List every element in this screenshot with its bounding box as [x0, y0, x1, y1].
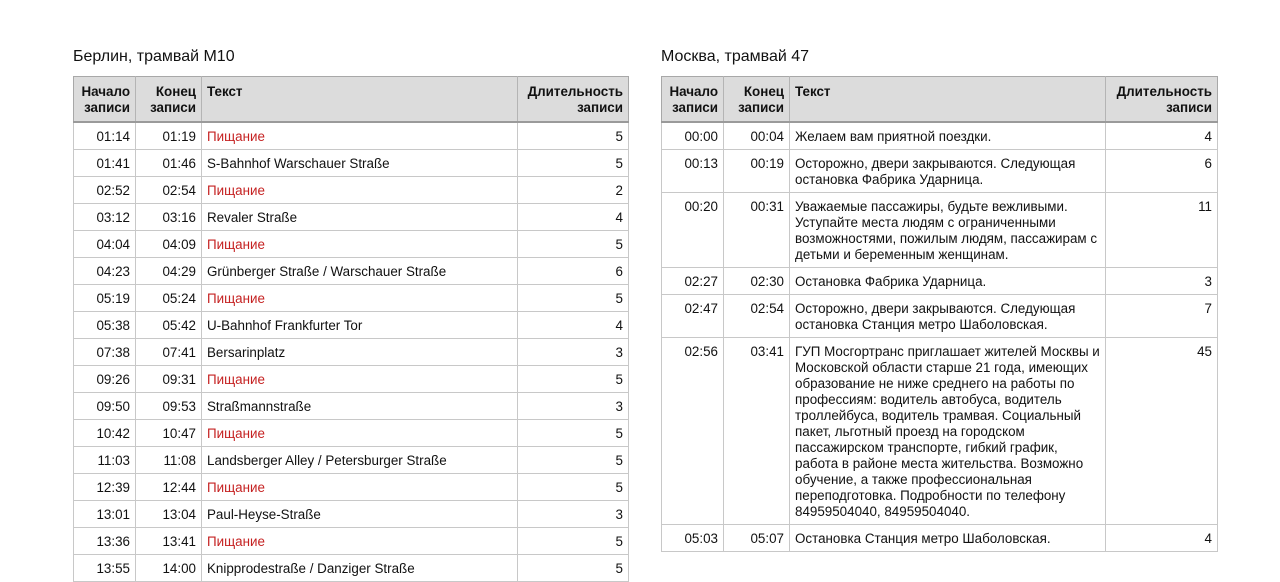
cell-start: 09:50 [74, 393, 136, 420]
cell-end: 04:29 [136, 258, 202, 285]
table-row [74, 312, 629, 339]
cell-start: 11:03 [74, 447, 136, 474]
table-row [662, 295, 1218, 338]
cell-start: 02:56 [662, 338, 724, 525]
cell-duration: 5 [518, 474, 629, 501]
cell-text: Уважаемые пассажиры, будьте вежливыми. Уступайте места людям с ограниченными возможностями, пожилым людям, пассажирам с детьми и беременным женщинам. [790, 193, 1106, 268]
cell-start: 13:55 [74, 555, 136, 582]
table-row [662, 338, 1218, 525]
cell-start: 03:12 [74, 204, 136, 231]
cell-duration: 4 [518, 204, 629, 231]
cell-text: Пищание [202, 285, 518, 312]
cell-duration: 5 [518, 528, 629, 555]
table-row [74, 285, 629, 312]
cell-text: Осторожно, двери закрываются. Следующая остановка Станция метро Шаболовская. [790, 295, 1106, 338]
cell-end: 02:30 [724, 268, 790, 295]
header-duration: Длительность записи [1106, 77, 1218, 123]
berlin-table-body [74, 122, 629, 582]
cell-start: 01:41 [74, 150, 136, 177]
cell-text: Landsberger Alley / Petersburger Straße [202, 447, 518, 474]
cell-end: 01:19 [136, 122, 202, 150]
cell-end: 00:31 [724, 193, 790, 268]
cell-end: 05:24 [136, 285, 202, 312]
header-end: Конец записи [136, 77, 202, 123]
table-row [74, 177, 629, 204]
moscow-table-section [661, 47, 1217, 552]
cell-end: 09:31 [136, 366, 202, 393]
cell-end: 05:07 [724, 525, 790, 552]
berlin-header-row [74, 77, 629, 123]
cell-text: Revaler Straße [202, 204, 518, 231]
table-row [662, 268, 1218, 295]
cell-start: 09:26 [74, 366, 136, 393]
cell-end: 02:54 [136, 177, 202, 204]
cell-end: 04:09 [136, 231, 202, 258]
cell-start: 01:14 [74, 122, 136, 150]
cell-start: 00:20 [662, 193, 724, 268]
cell-start: 05:19 [74, 285, 136, 312]
berlin-table [73, 76, 629, 582]
cell-text: Knipprodestraße / Danziger Straße [202, 555, 518, 582]
cell-start: 05:03 [662, 525, 724, 552]
cell-text: Straßmannstraße [202, 393, 518, 420]
table-row [662, 122, 1218, 150]
cell-duration: 5 [518, 366, 629, 393]
table-row [74, 501, 629, 528]
cell-duration: 5 [518, 150, 629, 177]
cell-end: 00:19 [724, 150, 790, 193]
cell-start: 00:13 [662, 150, 724, 193]
cell-duration: 6 [518, 258, 629, 285]
moscow-table-title: Москва, трамвай 47 [661, 48, 810, 65]
moscow-header-row [662, 77, 1218, 123]
cell-text: S-Bahnhof Warschauer Straße [202, 150, 518, 177]
cell-text: Bersarinplatz [202, 339, 518, 366]
table-row [74, 366, 629, 393]
cell-start: 07:38 [74, 339, 136, 366]
table-row [74, 204, 629, 231]
cell-start: 04:04 [74, 231, 136, 258]
cell-text: Пищание [202, 528, 518, 555]
cell-text: Grünberger Straße / Warschauer Straße [202, 258, 518, 285]
table-row [662, 193, 1218, 268]
header-start: Начало записи [662, 77, 724, 123]
cell-duration: 3 [1106, 268, 1218, 295]
header-duration: Длительность записи [518, 77, 629, 123]
cell-end: 13:41 [136, 528, 202, 555]
cell-text: Пищание [202, 177, 518, 204]
table-row [74, 474, 629, 501]
cell-duration: 4 [518, 312, 629, 339]
cell-duration: 5 [518, 285, 629, 312]
table-row [74, 420, 629, 447]
table-row [74, 122, 629, 150]
cell-text: Пищание [202, 474, 518, 501]
cell-start: 00:00 [662, 122, 724, 150]
cell-duration: 11 [1106, 193, 1218, 268]
berlin-table-section [73, 47, 628, 582]
cell-duration: 4 [1106, 122, 1218, 150]
cell-end: 11:08 [136, 447, 202, 474]
table-row [74, 555, 629, 582]
cell-duration: 4 [1106, 525, 1218, 552]
cell-end: 09:53 [136, 393, 202, 420]
berlin-table-title: Берлин, трамвай М10 [73, 48, 235, 65]
cell-text: Пищание [202, 420, 518, 447]
cell-text: Paul-Heyse-Straße [202, 501, 518, 528]
cell-end: 05:42 [136, 312, 202, 339]
cell-text: Осторожно, двери закрываются. Следующая остановка Фабрика Ударница. [790, 150, 1106, 193]
cell-duration: 3 [518, 393, 629, 420]
table-row [74, 150, 629, 177]
cell-start: 02:47 [662, 295, 724, 338]
cell-duration: 5 [518, 122, 629, 150]
cell-start: 02:52 [74, 177, 136, 204]
cell-duration: 2 [518, 177, 629, 204]
cell-text: Желаем вам приятной поездки. [790, 122, 1106, 150]
cell-text: U-Bahnhof Frankfurter Tor [202, 312, 518, 339]
cell-end: 13:04 [136, 501, 202, 528]
header-start: Начало записи [74, 77, 136, 123]
header-text: Текст [790, 77, 1106, 123]
cell-start: 13:36 [74, 528, 136, 555]
cell-text: Пищание [202, 366, 518, 393]
cell-text: Пищание [202, 231, 518, 258]
cell-start: 12:39 [74, 474, 136, 501]
cell-text: Остановка Станция метро Шаболовская. [790, 525, 1106, 552]
cell-start: 04:23 [74, 258, 136, 285]
cell-duration: 5 [518, 420, 629, 447]
table-row [74, 393, 629, 420]
cell-start: 10:42 [74, 420, 136, 447]
header-text: Текст [202, 77, 518, 123]
cell-duration: 5 [518, 447, 629, 474]
cell-duration: 45 [1106, 338, 1218, 525]
cell-end: 00:04 [724, 122, 790, 150]
cell-duration: 5 [518, 555, 629, 582]
cell-end: 03:16 [136, 204, 202, 231]
cell-end: 01:46 [136, 150, 202, 177]
cell-duration: 6 [1106, 150, 1218, 193]
cell-end: 03:41 [724, 338, 790, 525]
table-row [662, 525, 1218, 552]
header-end: Конец записи [724, 77, 790, 123]
cell-start: 05:38 [74, 312, 136, 339]
moscow-table [661, 76, 1218, 552]
table-row [74, 528, 629, 555]
table-row [74, 231, 629, 258]
table-row [662, 150, 1218, 193]
table-row [74, 339, 629, 366]
cell-text: ГУП Мосгортранс приглашает жителей Москвы и Московской области старше 21 года, имеющих образование не ниже среднего на работы по профессиям: водитель автобуса, водитель троллейбуса, водитель трамвая. Социальный пакет, льготный проезд на городском пассажирском транспорте, гибкий график, работа в районе места жительства. Возможно обучение, а также профессиональная переподготовка. Подробности по телефону 84959504040, 84959504040. [790, 338, 1106, 525]
cell-duration: 3 [518, 339, 629, 366]
cell-start: 13:01 [74, 501, 136, 528]
cell-duration: 7 [1106, 295, 1218, 338]
table-row [74, 447, 629, 474]
moscow-table-body [662, 122, 1218, 552]
cell-duration: 5 [518, 231, 629, 258]
cell-text: Пищание [202, 122, 518, 150]
cell-end: 07:41 [136, 339, 202, 366]
cell-end: 12:44 [136, 474, 202, 501]
table-row [74, 258, 629, 285]
cell-end: 14:00 [136, 555, 202, 582]
cell-start: 02:27 [662, 268, 724, 295]
cell-end: 10:47 [136, 420, 202, 447]
cell-text: Остановка Фабрика Ударница. [790, 268, 1106, 295]
cell-end: 02:54 [724, 295, 790, 338]
cell-duration: 3 [518, 501, 629, 528]
